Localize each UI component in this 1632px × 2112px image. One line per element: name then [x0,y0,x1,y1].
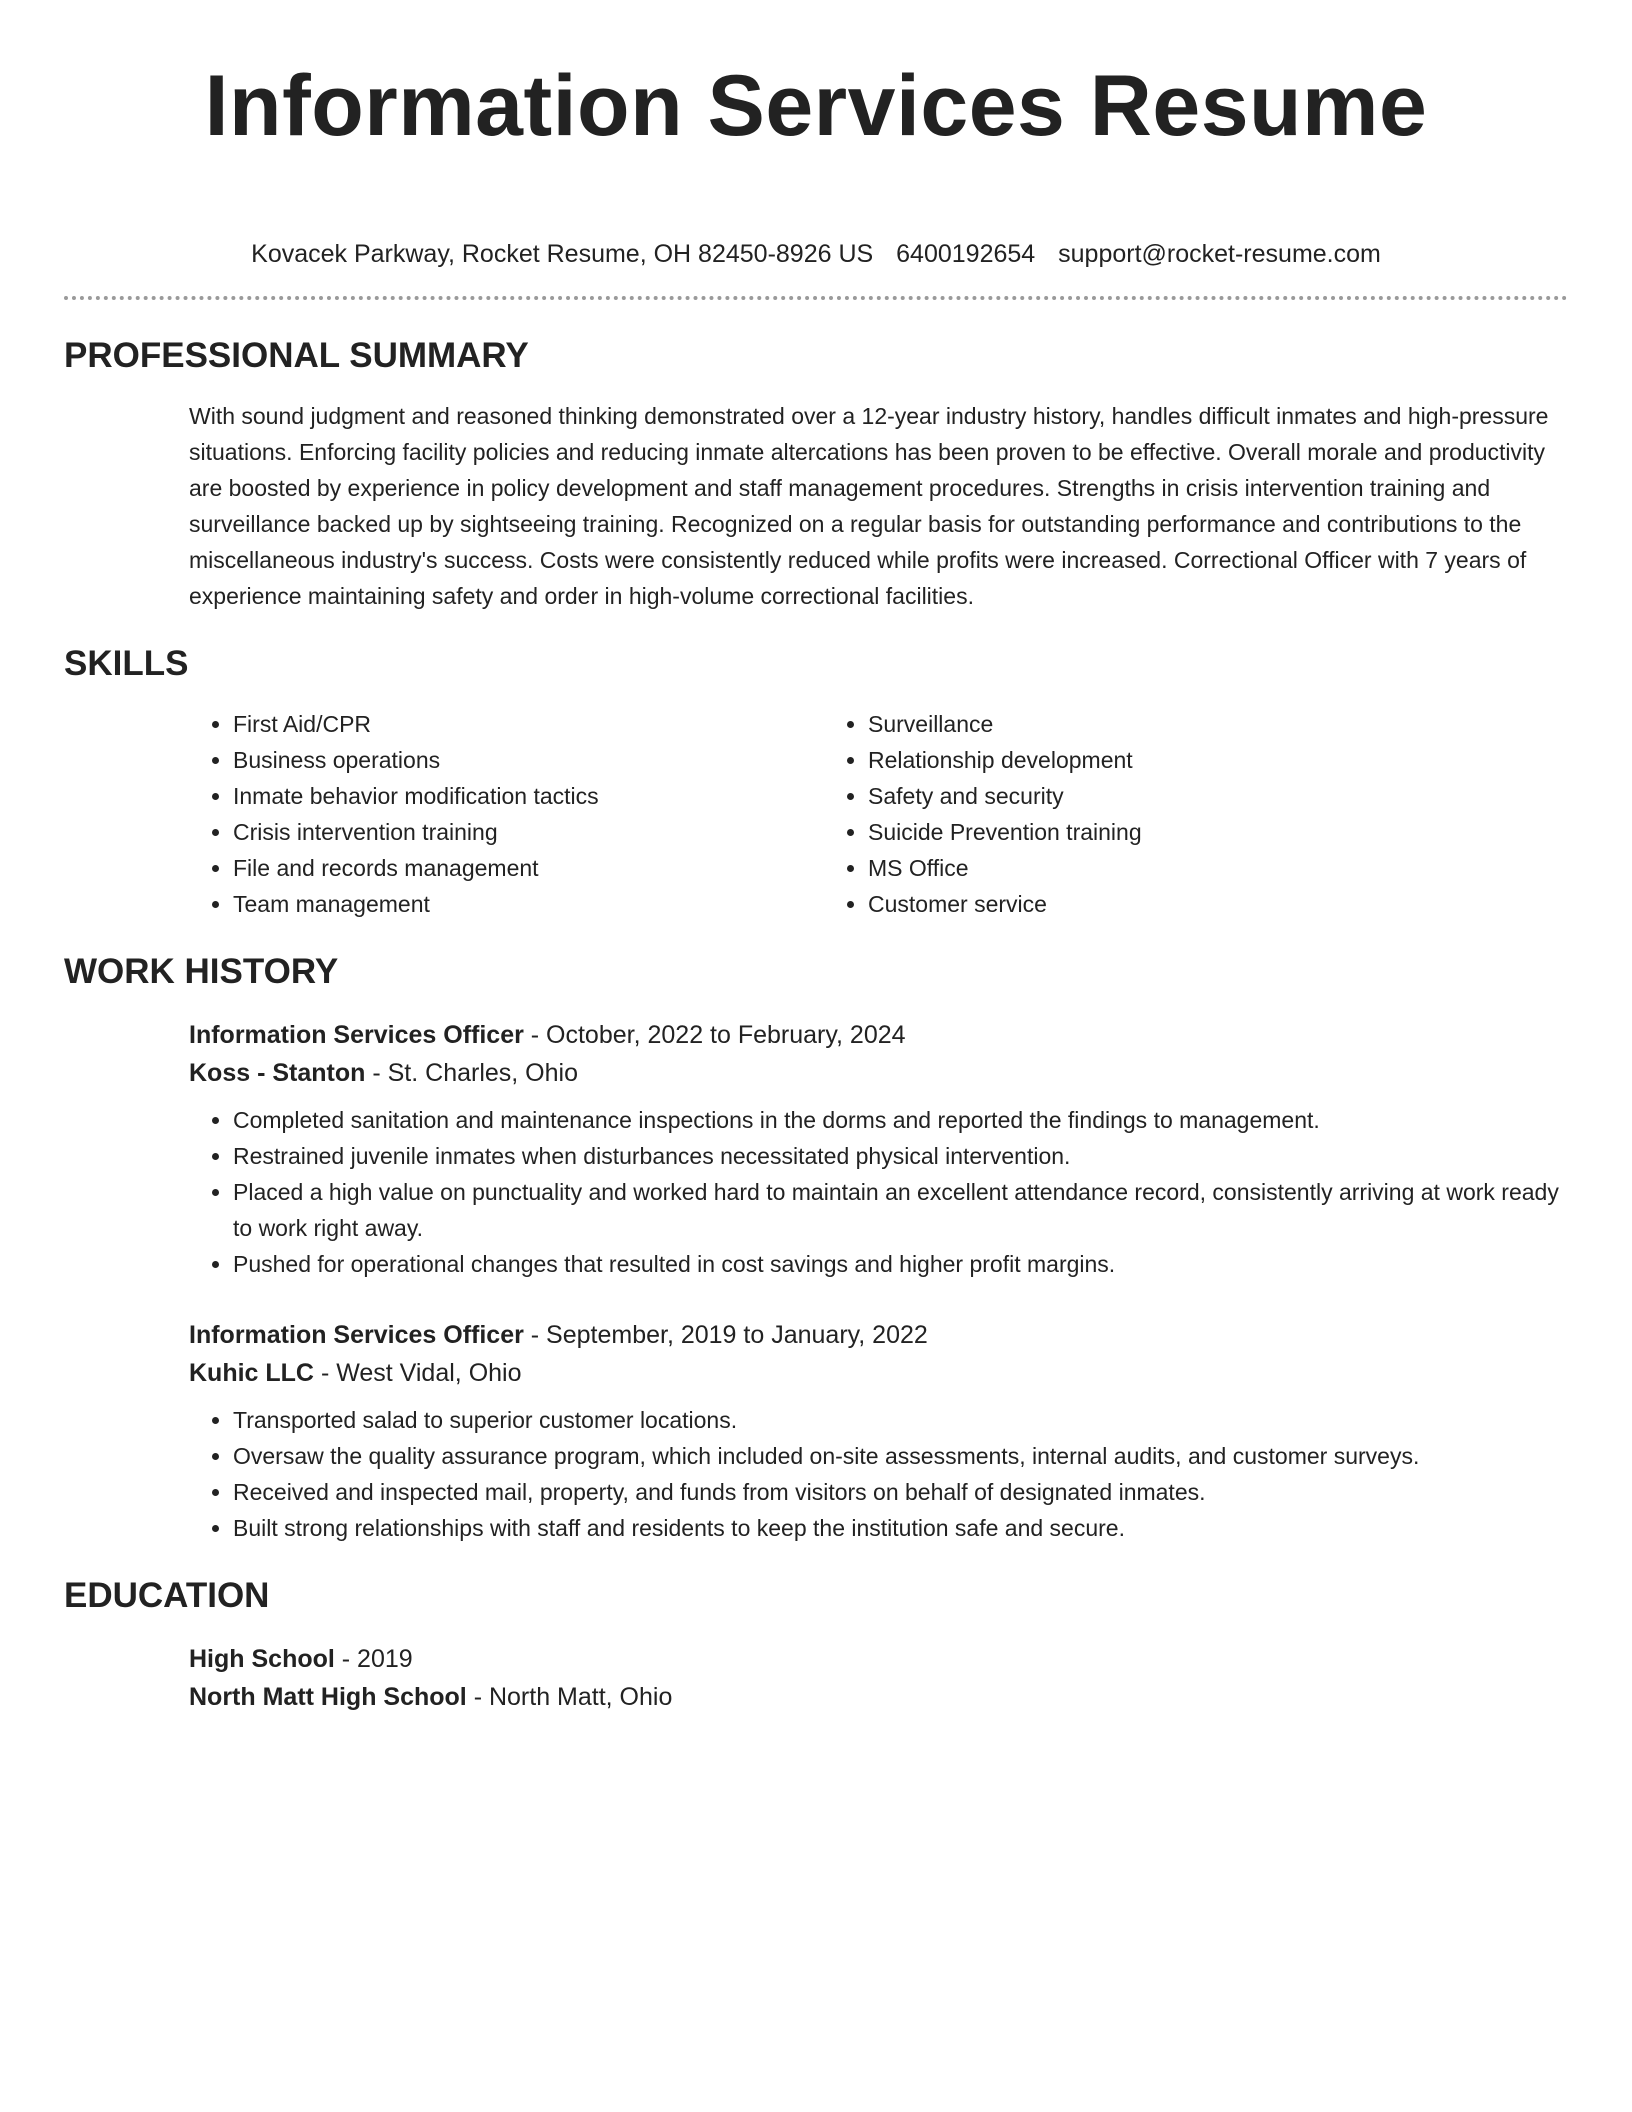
skill-item: • Suicide Prevention training [868,814,1459,850]
contact-address: Kovacek Parkway, Rocket Resume, OH 82450-8926 US [251,240,874,268]
summary-heading: PROFESSIONAL SUMMARY [64,336,529,375]
summary-text: With sound judgment and reasoned thinking demonstrated over a 12-year industry history, handles difficult inmates and high-pressure situations. Enforcing facility policies and reducing inmate altercations has been proven to be effective. Overall morale and productivity are boosted by experience in policy development and staff management procedures. Strengths in crisis intervention training and surveillance backed up by sightseeing training. Recognized on a regular basis for outstanding performance and contributions to the miscellaneous industry's success. Costs were consistently reduced while profits were increased. Correctional Officer with 7 years of experience maintaining safety and order in high-volume correctional facilities. [189,403,1549,609]
job-dates: - October, 2022 to February, 2024 [523,1021,906,1049]
contact-line [64,236,1568,272]
job-entry [189,1016,1568,1282]
education-section [64,1574,1568,1716]
contact-phone: 6400192654 [896,240,1036,268]
resume-title: Information Services Resume [204,58,1428,154]
skill-item: • Crisis intervention training [233,814,824,850]
education-heading: EDUCATION [64,1576,270,1615]
job-company: Kuhic LLC [189,1359,314,1387]
job-title: Information Services Officer [189,1021,524,1049]
skill-item: • Surveillance [868,706,1459,742]
job-dates: - September, 2019 to January, 2022 [523,1321,928,1349]
job-duty: • Oversaw the quality assurance program, which included on-site assessments, internal audits, and customer surveys. [233,1438,1568,1474]
job-title-line [189,1316,1568,1354]
school-line [189,1678,1568,1716]
job-duty: • Received and inspected mail, property, and funds from visitors on behalf of designated inmates. [233,1474,1568,1510]
skill-item: • File and records management [233,850,824,886]
job-company-line [189,1354,1568,1392]
work-history-section [64,950,1568,1546]
job-entry [189,1316,1568,1546]
skills-section [64,642,1568,922]
school-location: - North Matt, Ohio [466,1683,673,1711]
skills-heading: SKILLS [64,644,189,683]
job-company-line [189,1054,1568,1092]
skill-item: • Safety and security [868,778,1459,814]
contact-email: support@rocket-resume.com [1058,240,1381,268]
header-divider [64,296,1568,300]
job-title: Information Services Officer [189,1321,524,1349]
degree-line [189,1640,1568,1678]
skills-grid [189,706,1568,922]
skill-item: • Inmate behavior modification tactics [233,778,824,814]
job-location: - St. Charles, Ohio [365,1059,578,1087]
job-duty: • Completed sanitation and maintenance inspections in the dorms and reported the findings to management. [233,1102,1568,1138]
skill-item: • Relationship development [868,742,1459,778]
job-duty: • Built strong relationships with staff and residents to keep the institution safe and secure. [233,1510,1568,1546]
job-duty: • Transported salad to superior customer locations. [233,1402,1568,1438]
skills-column-left [189,706,824,922]
job-company: Koss - Stanton [189,1059,366,1087]
skill-item: • Customer service [868,886,1459,922]
education-entry [189,1640,1568,1716]
job-duties [189,1102,1568,1282]
skill-item: • First Aid/CPR [233,706,824,742]
work-history-heading: WORK HISTORY [64,952,339,991]
degree: High School [189,1645,335,1673]
job-duty: • Pushed for operational changes that resulted in cost savings and higher profit margins. [233,1246,1568,1282]
skills-column-right [824,706,1459,922]
job-title-line [189,1016,1568,1054]
skill-item: • Business operations [233,742,824,778]
job-duty: • Placed a high value on punctuality and worked hard to maintain an excellent attendance record, consistently arriving at work ready to work right away. [233,1174,1568,1246]
summary-section [64,334,1568,614]
school-name: North Matt High School [189,1683,467,1711]
job-duty: • Restrained juvenile inmates when disturbances necessitated physical intervention. [233,1138,1568,1174]
graduation-year: - 2019 [334,1645,413,1673]
job-duties [189,1402,1568,1546]
skill-item: • Team management [233,886,824,922]
job-location: - West Vidal, Ohio [314,1359,522,1387]
skill-item: • MS Office [868,850,1459,886]
